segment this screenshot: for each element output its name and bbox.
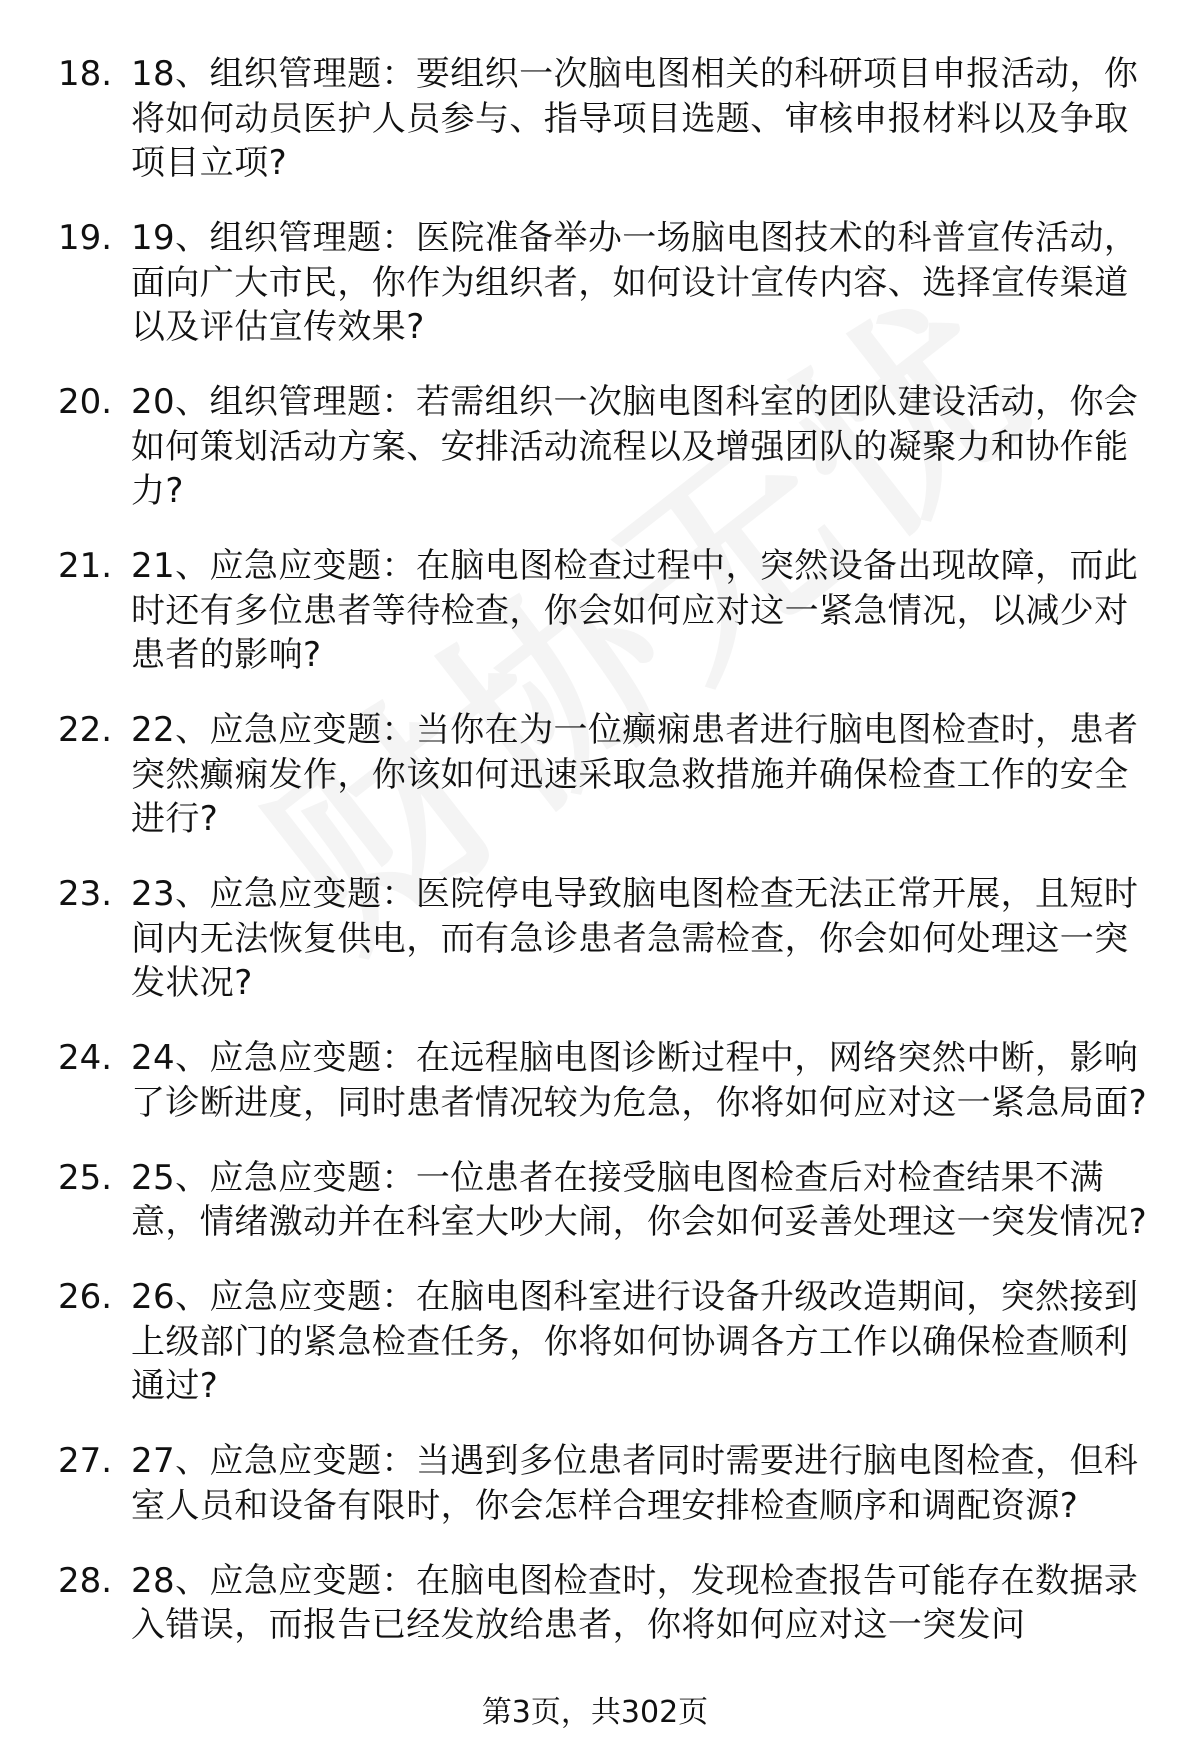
question-text: 26、应急应变题：在脑电图科室进行设备升级改造期间，突然接到上级部门的紧急检查任务，你将如何协调各方工作以确保检查顺利通过? — [131, 1277, 1139, 1406]
question-number: 18. — [58, 54, 113, 94]
question-text: 19、组织管理题：医院准备举办一场脑电图技术的科普宣传活动，面向广大市民，你作为组织者，如何设计宣传内容、选择宣传渠道以及评估宣传效果? — [131, 218, 1139, 347]
question-number: 19. — [58, 218, 113, 258]
question-text: 23、应急应变题：医院停电导致脑电图检查无法正常开展，且短时间内无法恢复供电，而有急诊患者急需检查，你会如何处理这一突发状况? — [131, 874, 1139, 1003]
question-number: 25. — [58, 1157, 113, 1198]
question-number: 21. — [58, 546, 113, 586]
question-item — [0, 872, 1190, 1006]
question-text: 20、组织管理题：若需组织一次脑电图科室的团队建设活动，你会如何策划活动方案、安排活动流程以及增强团队的凝聚力和协作能力? — [131, 382, 1139, 511]
question-item — [0, 1036, 1190, 1125]
question-item — [0, 1559, 1190, 1648]
question-item — [0, 1275, 1190, 1409]
question-item — [0, 1439, 1190, 1528]
question-item — [0, 52, 1190, 186]
question-number: 22. — [58, 710, 113, 750]
question-text: 21、应急应变题：在脑电图检查过程中，突然设备出现故障，而此时还有多位患者等待检查，你会如何应对这一紧急情况，以减少对患者的影响? — [131, 546, 1139, 675]
question-item — [0, 380, 1190, 514]
question-text: 28、应急应变题：在脑电图检查时，发现检查报告可能存在数据录入错误，而报告已经发放给患者，你将如何应对这一突发问 — [131, 1560, 1139, 1645]
question-text: 25、应急应变题：一位患者在接受脑电图检查后对检查结果不满意，情绪激动并在科室大吵大闹，你会如何妥善处理这一突发情况? — [131, 1157, 1148, 1242]
question-number: 28. — [58, 1560, 113, 1601]
question-number: 20. — [58, 382, 113, 422]
question-number: 26. — [58, 1277, 113, 1317]
question-item — [0, 216, 1190, 350]
question-text: 27、应急应变题：当遇到多位患者同时需要进行脑电图检查，但科室人员和设备有限时，你会怎样合理安排检查顺序和调配资源? — [131, 1441, 1139, 1526]
question-number: 24. — [58, 1038, 113, 1078]
question-number: 27. — [58, 1441, 113, 1481]
question-number: 23. — [58, 874, 113, 914]
page-footer: 第3页，共302页 — [481, 1695, 709, 1730]
question-item — [0, 1156, 1190, 1245]
question-text: 18、组织管理题：要组织一次脑电图相关的科研项目申报活动，你将如何动员医护人员参与、指导项目选题、审核申报材料以及争取项目立项? — [131, 54, 1139, 183]
question-text: 22、应急应变题：当你在为一位癫痫患者进行脑电图检查时，患者突然癫痫发作，你该如何迅速采取急救措施并确保检查工作的安全进行? — [131, 710, 1139, 839]
question-text: 24、应急应变题：在远程脑电图诊断过程中，网络突然中断，影响了诊断进度，同时患者情况较为危急，你将如何应对这一紧急局面? — [131, 1038, 1148, 1123]
question-item — [0, 708, 1190, 842]
question-list — [0, 52, 1190, 1678]
question-item — [0, 544, 1190, 678]
